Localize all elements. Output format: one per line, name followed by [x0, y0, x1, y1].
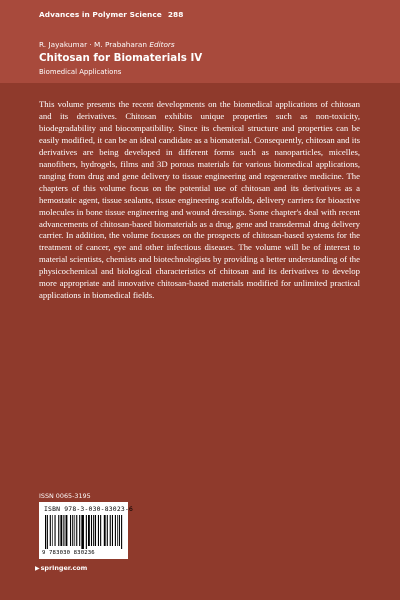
isbn-label: ISBN 978-3-030-83023-6: [44, 505, 134, 513]
publisher-link[interactable]: [35, 564, 87, 572]
right-triangle-arrow-icon: ▶: [35, 565, 40, 572]
blurb-text: This volume presents the recent developments on the biomedical applications of chitosan and its derivatives. Chitosan exhibits unique properties such as non-toxicity, biodegradability and biocompatibility. Since its chemical structure and properties can be easily modified, it can be an ideal candidate as a biomaterial. Consequently, chitosan and its derivatives are being developed in different forms such as nanoparticles, micelles, nanofibers, hydrogels, films and 3D porous materials for various biomedical applications, ranging from drug and gene delivery to tissue engineering and regenerative medicine. The chapters of this volume focus on the potential use of chitosan and its derivatives as a hemostatic agent, tissue sealants, tissue engineering scaffolds, delivery carriers for bioactive molecules in bone tissue engineering and wound dressings. Some chapter's deal with recent advancements of chitosan-based biomaterials as a drug, gene and transdermal drug delivery carrier. In addition, the volume focusses on the prospects of chitosan-based systems for the treatment of cancer, eye and other infectious diseases. The volume will be of interest to material scientists, chemists and biotechnologists by providing a better understanding of the physicochemical and biological characteristics of chitosan and its derivatives to develop more appropriate and innovative chitosan-based materials modified for unlimited practical applications in biomedical fields.: [39, 99, 360, 301]
series-volume: 288: [167, 10, 184, 19]
barcode-digits: 9 783030 830236: [42, 550, 95, 556]
series-name: Advances in Polymer Science: [39, 10, 162, 19]
barcode-icon: [45, 515, 123, 549]
editors-role: Editors: [149, 40, 175, 49]
publisher-label: springer.com: [40, 564, 88, 572]
book-subtitle: Biomedical Applications: [39, 68, 122, 76]
issn-label: ISSN 0065-3195: [39, 492, 91, 500]
book-title: Chitosan for Biomaterials IV: [39, 52, 203, 64]
barcode-box: [39, 502, 134, 559]
series-line: [39, 10, 183, 19]
editor-names: R. Jayakumar · M. Prabaharan: [39, 40, 147, 49]
editors-line: [39, 40, 175, 49]
header-band: [0, 0, 400, 83]
